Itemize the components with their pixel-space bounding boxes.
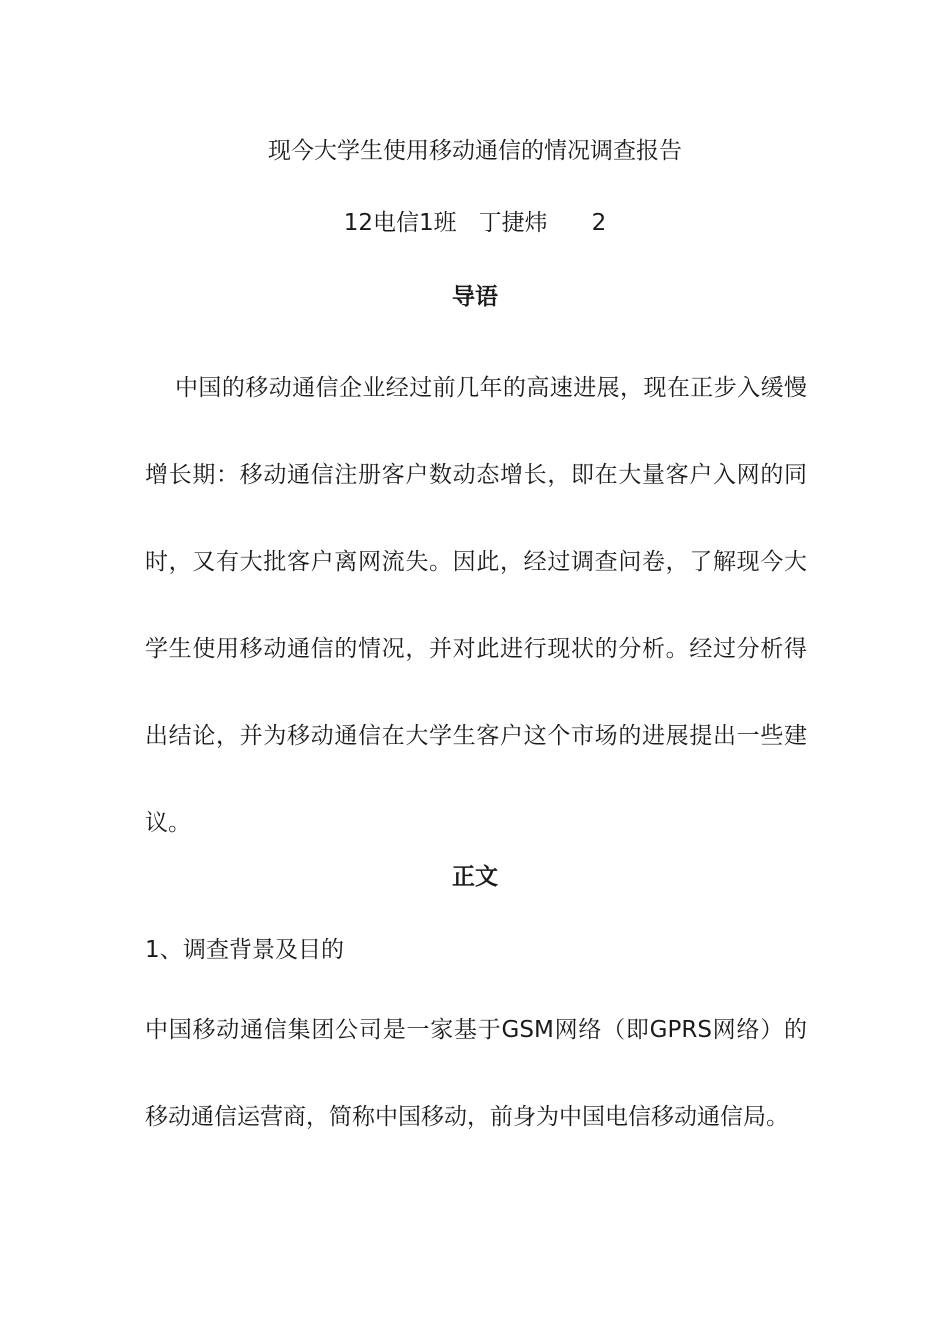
class-name: 12电信1班 xyxy=(343,210,457,236)
document-title: 现今大学生使用移动通信的情况调查报告 xyxy=(268,138,682,164)
author-byline xyxy=(0,207,950,239)
intro-heading: 导语 xyxy=(452,284,498,310)
author-name: 丁捷炜 xyxy=(478,210,548,236)
author-number: 2 xyxy=(591,210,607,236)
main-heading: 正文 xyxy=(452,864,498,890)
section-number: 1、 xyxy=(145,937,183,963)
section-heading xyxy=(145,934,344,966)
section-title: 调查背景及目的 xyxy=(183,937,344,963)
intro-paragraph: 中国的移动通信企业经过前几年的高速进展，现在正步入缓慢增长期：移动通信注册客户数动态增长，即在大量客户入网的同时，又有大批客户离网流失。因此，经过调查问卷，了解现今大学生使用移动通信的情况，并对此进行现状的分析。经过分析得出结论，并为移动通信在大学生客户这个市场的进展提出一些建议。 xyxy=(145,375,807,836)
section-paragraph: 中国移动通信集团公司是一家基于GSM网络（即GPRS网络）的移动通信运营商，简称中国移动，前身为中国电信移动通信局。 xyxy=(145,1017,807,1130)
